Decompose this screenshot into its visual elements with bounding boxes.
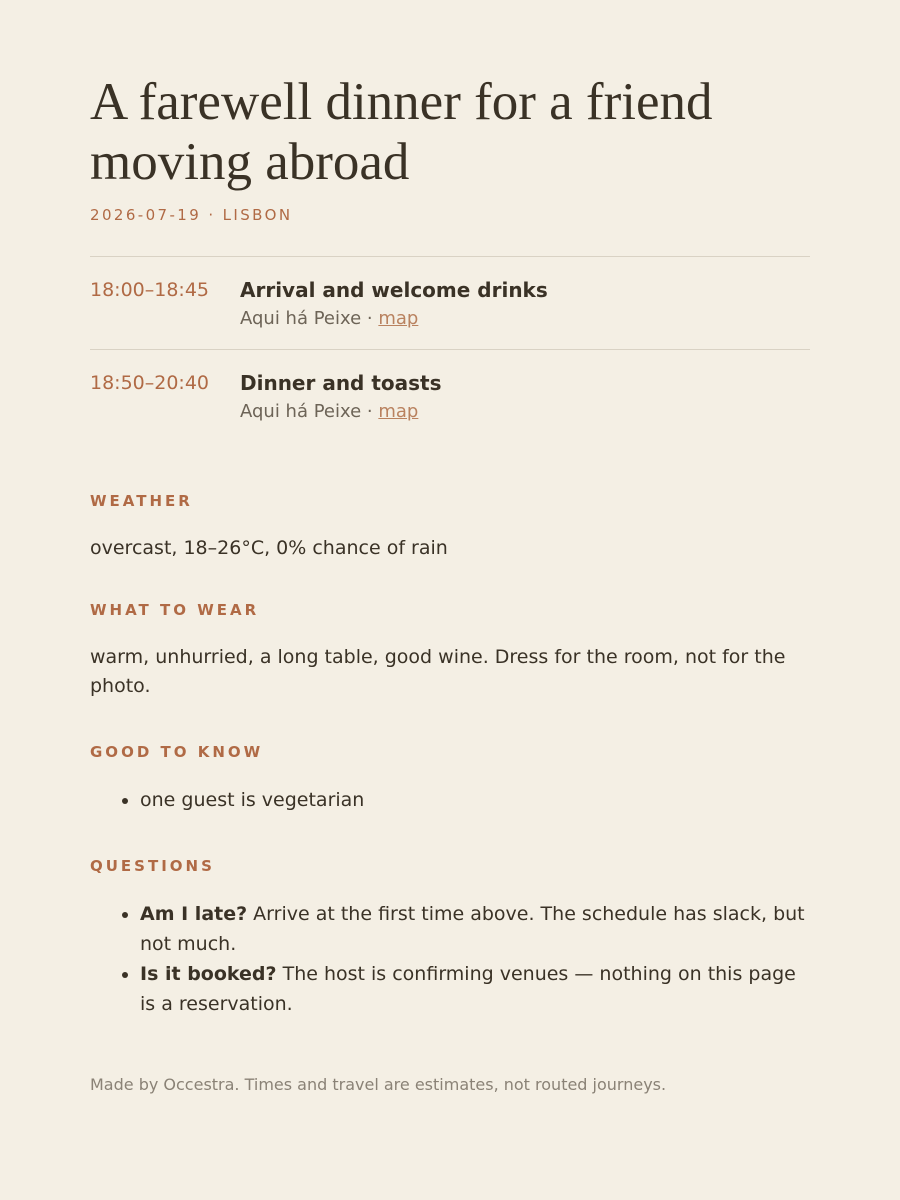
- schedule-item: [90, 257, 810, 350]
- event-time: 18:00–18:45: [90, 279, 210, 301]
- what-to-wear-heading: WHAT TO WEAR: [90, 601, 260, 619]
- what-to-wear-section: [90, 601, 810, 701]
- footer-note: Made by Occestra. Times and travel are estimates, not routed journeys.: [90, 1075, 667, 1094]
- answer-text: Arrive at the first time above. The schedule has slack, but not much.: [140, 903, 805, 955]
- event-title: Arrival and welcome drinks: [240, 278, 548, 302]
- event-time: 18:50–20:40: [90, 372, 210, 394]
- page-title: A farewell dinner for a friend moving abroad: [90, 73, 713, 191]
- separator: ·: [361, 308, 379, 329]
- weather-text: overcast, 18–26°C, 0% chance of rain: [90, 537, 448, 559]
- weather-section: [90, 492, 810, 563]
- question-text: Is it booked?: [140, 963, 277, 985]
- venue-name: Aqui há Peixe: [240, 401, 362, 422]
- questions-list: [90, 899, 810, 1019]
- question-item: [140, 899, 810, 959]
- page: [90, 0, 810, 1094]
- schedule-list: [90, 256, 810, 442]
- event-location: [240, 400, 810, 424]
- schedule-item: [90, 350, 810, 442]
- question-item: [140, 959, 810, 1019]
- questions-section: [90, 857, 810, 1019]
- event-title: Dinner and toasts: [240, 371, 442, 395]
- question-text: Am I late?: [140, 903, 248, 925]
- event-details: [240, 277, 810, 331]
- event-date-location: 2026-07-19 · LISBON: [90, 206, 293, 224]
- good-to-know-heading: GOOD TO KNOW: [90, 743, 264, 761]
- what-to-wear-text: warm, unhurried, a long table, good wine. Dress for the room, not for the photo.: [90, 646, 786, 697]
- questions-heading: QUESTIONS: [90, 857, 215, 875]
- map-link[interactable]: map: [378, 308, 419, 329]
- separator: ·: [361, 401, 379, 422]
- good-to-know-section: [90, 743, 810, 815]
- weather-heading: WEATHER: [90, 492, 193, 510]
- venue-name: Aqui há Peixe: [240, 308, 362, 329]
- list-item: • one guest is vegetarian: [140, 785, 810, 815]
- event-details: [240, 370, 810, 424]
- answer-text: The host is confirming venues — nothing on this page is a reservation.: [140, 963, 796, 1015]
- event-location: [240, 307, 810, 331]
- map-link[interactable]: map: [378, 401, 419, 422]
- good-to-know-list: [90, 785, 810, 815]
